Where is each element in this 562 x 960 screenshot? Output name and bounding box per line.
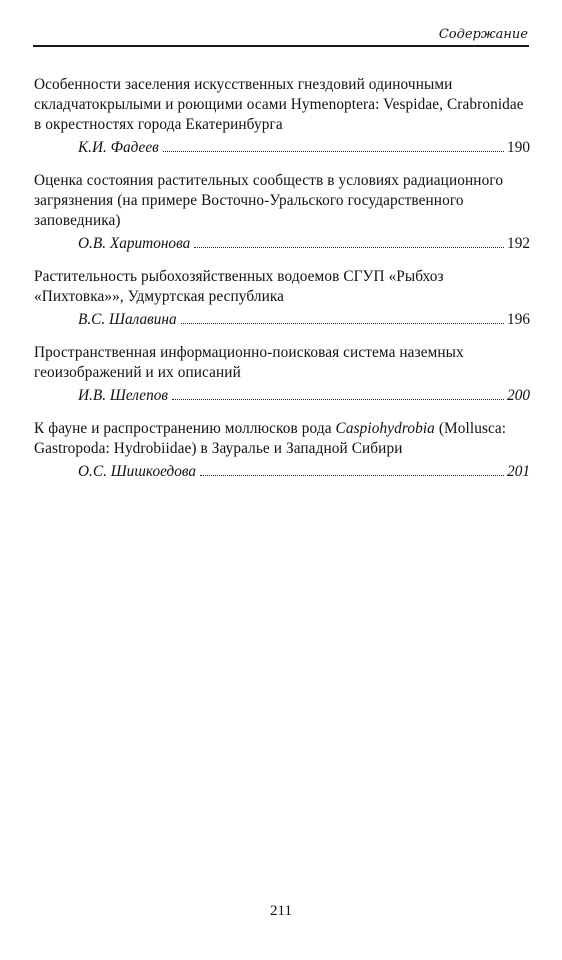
dot-leader	[163, 151, 504, 152]
entry-title-genus: Caspiohydrobia	[335, 420, 435, 437]
entry-author: В.С. Шалавина	[78, 311, 177, 328]
toc-entry	[34, 343, 530, 407]
entry-title: Растительность рыбохозяйственных водоемов СГУП «Рыбхоз «Пихтовка»», Удмуртская республика	[34, 268, 444, 305]
entry-page: 192	[507, 235, 530, 252]
entry-title	[34, 419, 530, 459]
entry-author-line	[78, 461, 530, 483]
entry-page: 196	[507, 311, 530, 328]
entry-title: Особенности заселения искусственных гнездовий одиночными складчатокрылыми и роющими осами Hymenoptera: Vespidae, Crabronidae в окрестностях города Екатеринбурга	[34, 76, 524, 133]
entry-page: 200	[507, 387, 530, 404]
entry-author: О.В. Харитонова	[78, 235, 191, 252]
toc-entry	[34, 267, 530, 331]
dot-leader	[172, 399, 504, 400]
entry-author: О.С. Шишкоедова	[78, 463, 197, 480]
entry-author-line	[78, 309, 530, 331]
toc-entry	[34, 75, 530, 159]
entry-title: Пространственная информационно-поисковая система наземных геоизображений и их описаний	[34, 344, 464, 381]
entry-author-line	[78, 137, 530, 159]
entry-author-line	[78, 385, 530, 407]
entry-author-line	[78, 233, 530, 255]
dot-leader	[181, 323, 504, 324]
table-of-contents	[34, 75, 530, 495]
toc-entry	[34, 419, 530, 483]
toc-entry	[34, 171, 530, 255]
dot-leader	[200, 475, 504, 476]
page-number: 211	[270, 903, 292, 919]
entry-title-part: (Mollusca: Gastropoda: Hydrobiidae) в Зауралье и Западной Сибири	[34, 420, 507, 457]
entry-author: И.В. Шелепов	[78, 387, 169, 404]
running-title: Содержание	[438, 27, 528, 42]
header-rule	[33, 45, 529, 47]
entry-title-part: К фауне и распространению моллюсков рода	[34, 420, 336, 437]
dot-leader	[194, 247, 504, 248]
entry-title: Оценка состояния растительных сообществ в условиях радиационного загрязнения (на примере Восточно-Уральского государственного заповедника)	[34, 172, 504, 229]
entry-page: 201	[507, 463, 530, 480]
entry-author: К.И. Фадеев	[78, 139, 159, 156]
entry-page: 190	[507, 139, 530, 156]
